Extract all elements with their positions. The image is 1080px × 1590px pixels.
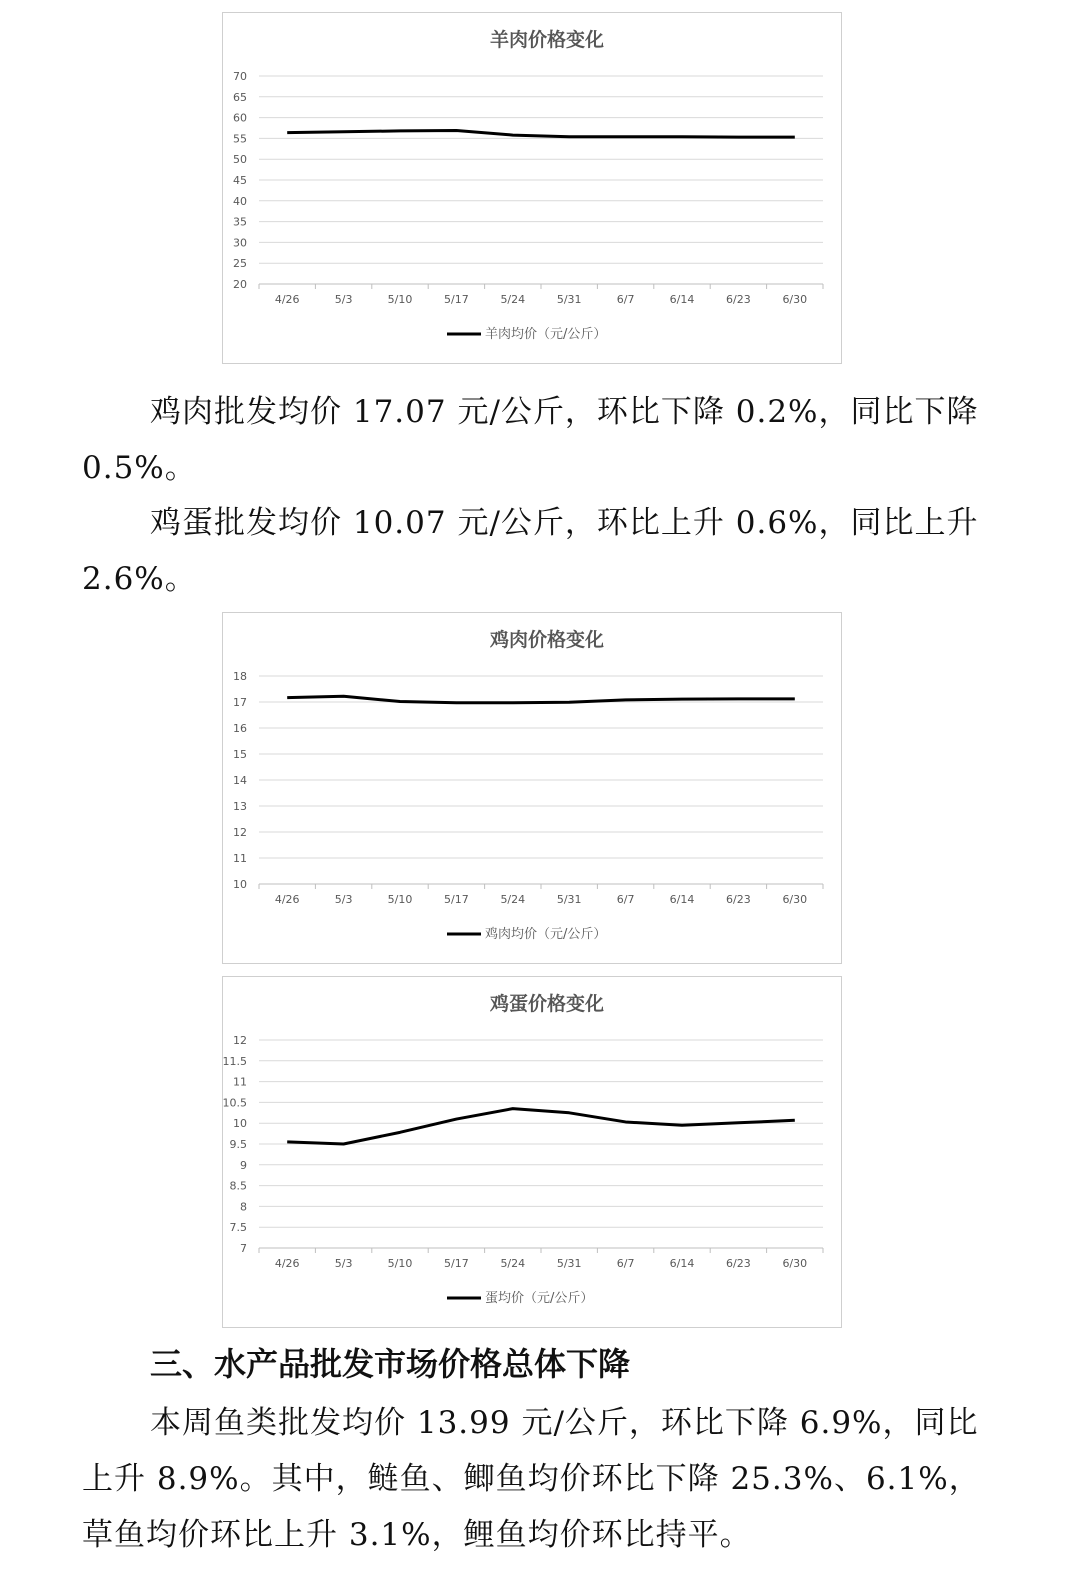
fish-paragraph-text: 本周鱼类批发均价 13.99 元/公斤，环比下降 6.9%，同比上升 8.9%。其中，鲢鱼、鲫鱼均价环比下降 25.3%、6.1%，草鱼均价环比上升 3.1%，鲤鱼均价环比持平。 (82, 1405, 981, 1553)
mutton-price-chart (222, 12, 842, 364)
y-tick-label: 8.5 (229, 1179, 247, 1193)
x-tick-label: 5/17 (444, 893, 469, 906)
y-tick-label: 35 (233, 215, 247, 229)
y-tick-label: 7 (240, 1242, 247, 1255)
x-tick-label: 5/10 (387, 893, 413, 906)
y-tick-label: 60 (233, 111, 247, 125)
x-tick-label: 6/7 (616, 293, 635, 306)
y-tick-label: 40 (233, 194, 247, 208)
x-tick-label: 4/26 (274, 293, 300, 306)
chart-title: 羊肉价格变化 (489, 29, 605, 51)
x-tick-label: 5/24 (500, 893, 526, 906)
y-tick-label: 20 (233, 278, 247, 291)
y-tick-label: 10 (233, 878, 247, 891)
section3-heading: 三、水产品批发市场价格总体下降 (150, 1345, 631, 1383)
y-tick-label: 18 (233, 670, 247, 683)
x-tick-label: 4/26 (274, 1257, 300, 1270)
chicken-price-chart (222, 612, 842, 964)
x-tick-label: 6/14 (669, 893, 695, 906)
x-tick-label: 5/3 (334, 293, 353, 306)
y-tick-label: 9 (240, 1158, 247, 1172)
legend-label: 蛋均价（元/公斤） (485, 1291, 594, 1306)
egg-paragraph-text: 鸡蛋批发均价 10.07 元/公斤，环比上升 0.6%，同比上升 2.6%。 (82, 505, 979, 597)
x-tick-label: 4/26 (274, 893, 300, 906)
fish-paragraph (82, 1395, 992, 1563)
x-tick-label: 6/23 (726, 293, 751, 306)
y-tick-label: 13 (233, 800, 247, 813)
x-tick-label: 5/3 (334, 893, 353, 906)
y-tick-label: 8 (240, 1200, 247, 1214)
x-tick-label: 6/30 (782, 893, 808, 906)
y-tick-label: 11.5 (223, 1054, 247, 1068)
legend-label: 羊肉均价（元/公斤） (485, 327, 607, 342)
x-tick-label: 5/24 (500, 293, 526, 306)
y-tick-label: 30 (233, 236, 247, 250)
x-tick-label: 5/3 (334, 1257, 353, 1270)
x-tick-label: 5/24 (500, 1257, 526, 1270)
y-tick-label: 12 (233, 826, 247, 839)
y-tick-label: 10.5 (223, 1096, 247, 1110)
chart-title: 鸡蛋价格变化 (489, 993, 605, 1015)
x-tick-label: 5/17 (444, 1257, 469, 1270)
y-tick-label: 17 (233, 696, 247, 709)
y-tick-label: 15 (233, 748, 247, 761)
y-tick-label: 12 (233, 1034, 247, 1047)
x-tick-label: 5/17 (444, 293, 469, 306)
x-tick-label: 6/23 (726, 893, 751, 906)
chart-title: 鸡肉价格变化 (489, 629, 605, 651)
chicken-paragraph (82, 384, 992, 496)
x-tick-label: 6/14 (669, 1257, 695, 1270)
y-tick-label: 10 (233, 1117, 247, 1131)
y-tick-label: 45 (233, 174, 247, 187)
y-tick-label: 9.5 (229, 1138, 247, 1151)
x-tick-label: 6/7 (616, 893, 635, 906)
y-tick-label: 11 (233, 1075, 247, 1089)
x-tick-label: 5/10 (387, 293, 413, 306)
y-tick-label: 50 (233, 153, 247, 167)
series-line (287, 130, 795, 137)
egg-price-chart (222, 976, 842, 1328)
y-tick-label: 55 (233, 132, 247, 146)
x-tick-label: 5/31 (556, 893, 582, 906)
y-tick-label: 70 (233, 70, 247, 83)
x-tick-label: 6/7 (616, 1257, 635, 1270)
x-tick-label: 5/31 (556, 293, 582, 306)
x-tick-label: 6/30 (782, 293, 808, 306)
x-tick-label: 6/30 (782, 1257, 808, 1270)
y-tick-label: 65 (233, 90, 247, 104)
x-tick-label: 6/23 (726, 1257, 751, 1270)
legend-label: 鸡肉均价（元/公斤） (485, 927, 607, 942)
x-tick-label: 6/14 (669, 293, 695, 306)
y-tick-label: 11 (233, 852, 247, 865)
y-tick-label: 7.5 (229, 1221, 247, 1235)
x-tick-label: 5/10 (387, 1257, 413, 1270)
series-line (287, 1109, 795, 1144)
y-tick-label: 16 (233, 722, 247, 735)
egg-paragraph (82, 495, 992, 607)
y-tick-label: 14 (233, 774, 247, 787)
y-tick-label: 25 (233, 257, 247, 271)
chicken-paragraph-text: 鸡肉批发均价 17.07 元/公斤，环比下降 0.2%，同比下降 0.5%。 (82, 394, 979, 486)
x-tick-label: 5/31 (556, 1257, 582, 1270)
